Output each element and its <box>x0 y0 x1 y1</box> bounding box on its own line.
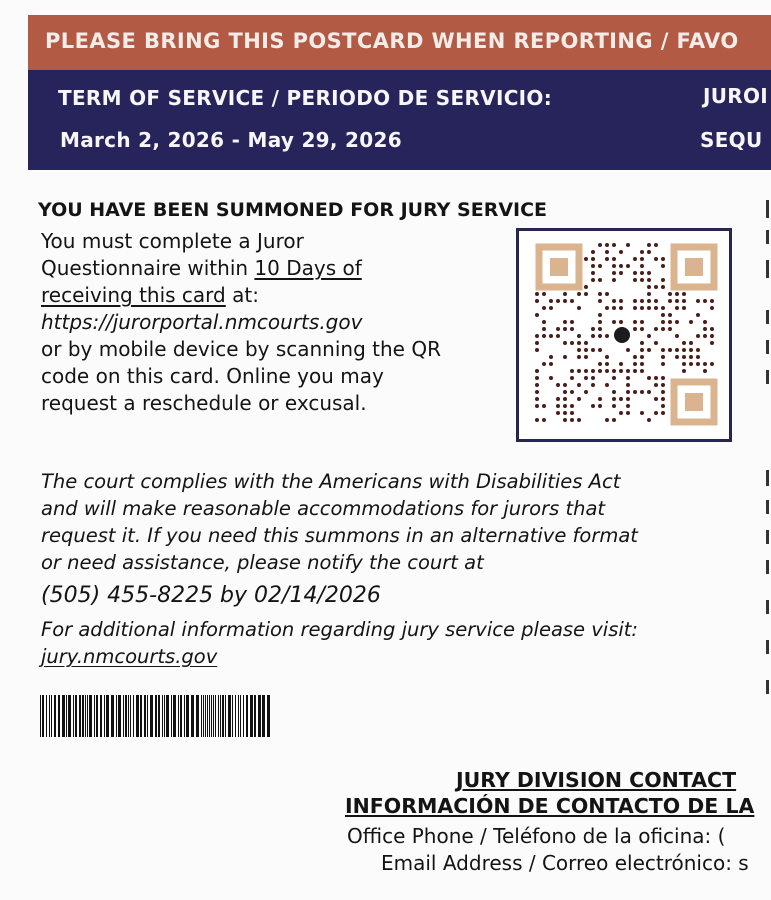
summons-heading: YOU HAVE BEEN SUMMONED FOR JURY SERVICE <box>38 199 548 221</box>
instruction-line: code on this card. Online you may <box>41 364 384 388</box>
qr-code-graphic <box>519 231 729 439</box>
court-phone-deadline[interactable]: (505) 455-8225 by 02/14/2026 <box>41 583 381 608</box>
term-label: TERM OF SERVICE / PERIODO DE SERVICIO: <box>58 86 553 110</box>
jury-info-link[interactable]: jury.nmcourts.gov <box>41 645 218 668</box>
contact-title-en: JURY DIVISION CONTACT <box>456 768 737 792</box>
sequence-label: SEQU <box>700 128 763 152</box>
summons-instructions <box>41 228 441 417</box>
contact-title-es: INFORMACIÓN DE CONTACTO DE LA <box>345 794 755 818</box>
office-phone-label: Office Phone / Teléfono de la oficina: ( <box>347 824 726 848</box>
juror-portal-link[interactable]: https://jurorportal.nmcourts.gov <box>41 310 363 334</box>
ada-line: The court complies with the Americans with Disabilities Act <box>41 470 621 493</box>
reporting-notice: PLEASE BRING THIS POSTCARD WHEN REPORTING / FAVO <box>45 29 739 53</box>
instruction-line: request a reschedule or excusal. <box>41 391 367 415</box>
additional-info-text: For additional information regarding jury service please visit: <box>41 618 639 641</box>
instruction-text: Questionnaire within <box>41 256 255 280</box>
ada-notice <box>41 468 638 576</box>
juror-number-label: JUROI <box>703 84 769 108</box>
instruction-line <box>41 255 441 282</box>
instruction-line: You must complete a Juror <box>41 229 304 253</box>
deadline-text: receiving this card <box>41 283 226 307</box>
instruction-line: or by mobile device by scanning the QR <box>41 337 441 361</box>
qr-code-icon[interactable] <box>516 228 732 442</box>
ada-line: and will make reasonable accommodations for jurors that <box>41 497 606 520</box>
barcode-icon <box>40 695 273 737</box>
reporting-banner <box>28 15 771 70</box>
instruction-line <box>41 282 441 309</box>
ada-line: or need assistance, please notify the court at <box>41 551 484 574</box>
ada-line: request it. If you need this summons in an alternative format <box>41 524 638 547</box>
term-banner <box>28 70 771 170</box>
term-dates: March 2, 2026 - May 29, 2026 <box>60 128 402 152</box>
deadline-text: 10 Days of <box>254 256 362 280</box>
email-label: Email Address / Correo electrónico: s <box>381 851 749 875</box>
cropped-right-column <box>764 180 771 740</box>
instruction-text: at: <box>225 283 259 307</box>
